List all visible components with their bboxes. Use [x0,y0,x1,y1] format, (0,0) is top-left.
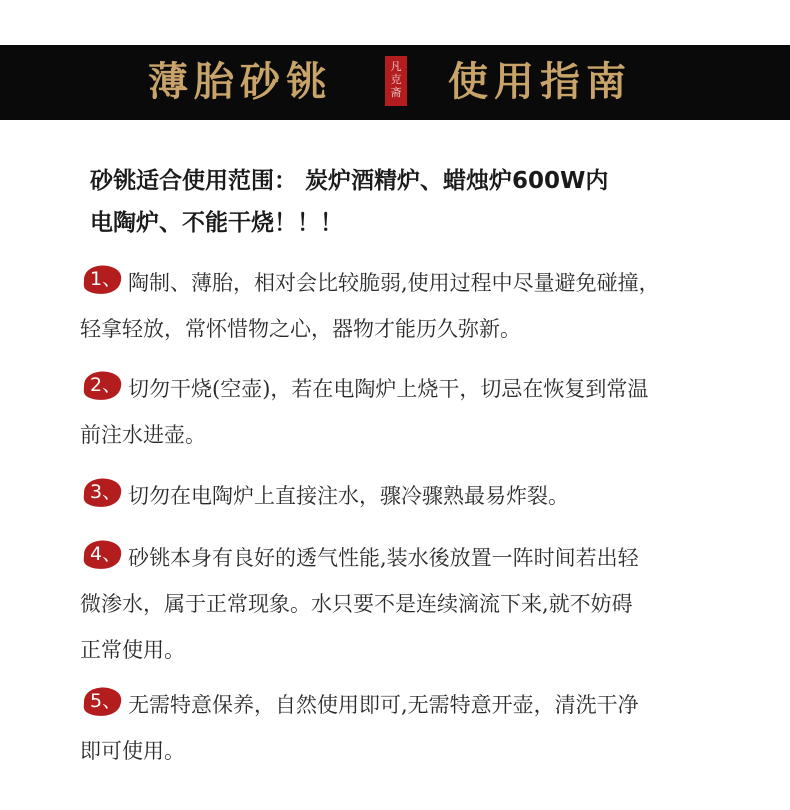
item-text-line1: 无需特意保养，自然使用即可,无需特意开壶，清洗干净 [128,693,639,717]
number-badge: 4、 [80,537,124,571]
item-text-line1: 切勿在电陶炉上直接注水，骤冷骤熟最易炸裂。 [128,484,569,508]
number-badge: 5、 [80,684,124,718]
guide-item-5 [80,682,750,774]
number-badge: 1、 [80,262,124,296]
number-badge: 3、 [80,475,124,509]
usage-scope [90,160,730,244]
guide-item-4 [80,535,750,673]
header-banner [0,45,790,120]
item-text-line2: 即可使用。 [80,739,185,763]
guide-item-3 [80,473,750,519]
item-text-line2: 前注水进壶。 [80,423,206,447]
item-text-line2: 微渗水，属于正常现象。水只要不是连续滴流下来,就不妨碍 [80,592,633,616]
banner-title-left: 薄胎砂铫 [148,58,332,105]
number-badge: 2、 [80,368,124,402]
seal-stamp: 凡 克 斋 [385,56,407,106]
guide-item-1 [80,260,750,352]
item-text-line1: 切勿干烧(空壶)，若在电陶炉上烧干，切忌在恢复到常温 [128,377,649,401]
banner-title-right: 使用指南 [448,58,632,105]
item-text-line2: 轻拿轻放，常怀惜物之心，器物才能历久弥新。 [80,317,521,341]
usage-scope-line2: 电陶炉、不能干烧！！！ [90,210,343,236]
guide-item-2 [80,366,750,458]
item-text-line1: 陶制、薄胎，相对会比较脆弱,使用过程中尽量避免碰撞， [128,271,660,295]
item-text-line3: 正常使用。 [80,638,185,662]
usage-scope-line1: 砂铫适合使用范围： 炭炉酒精炉、蜡烛炉600W内 [90,168,609,194]
item-text-line1: 砂铫本身有良好的透气性能,装水後放置一阵时间若出轻 [128,546,639,570]
